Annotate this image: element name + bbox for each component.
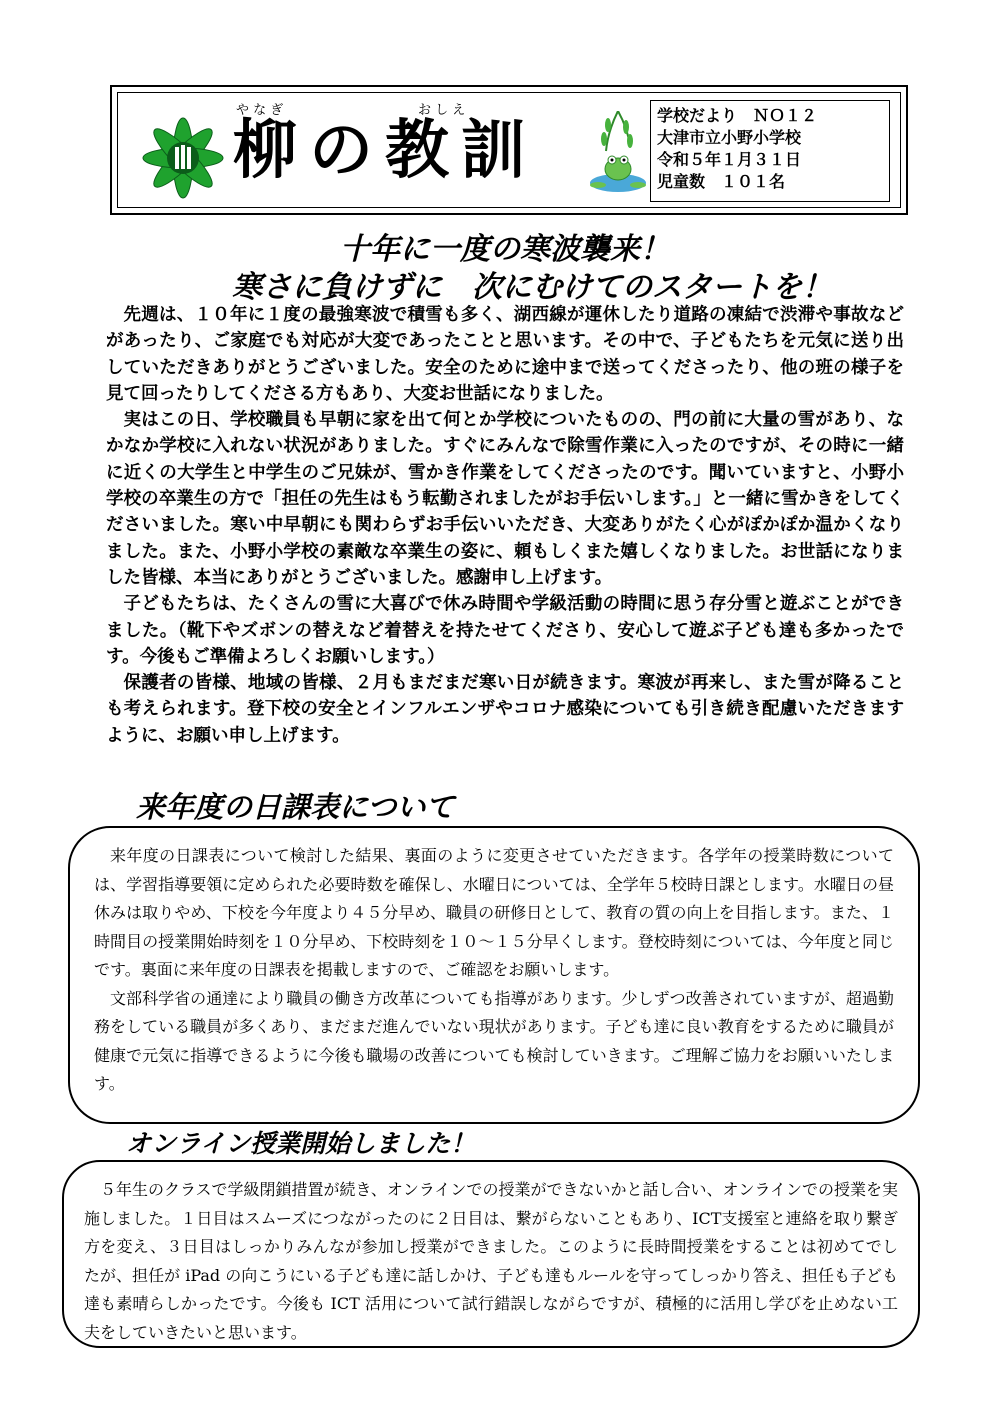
headline-line-2: 寒さに負けずに 次にむけてのスタートを！ xyxy=(232,270,832,305)
info-line-date: 令和５年１月３１日 xyxy=(657,150,802,169)
willow-logo-icon xyxy=(138,113,228,203)
main-article xyxy=(106,302,904,749)
online-text xyxy=(84,1176,898,1347)
issue-info-box xyxy=(650,100,890,202)
headline-line-1: 十年に一度の寒波襲来！ xyxy=(340,232,670,267)
newsletter-header xyxy=(110,85,908,215)
newsletter-title: 柳の教訓 xyxy=(233,114,537,188)
online-heading: オンライン授業開始しました！ xyxy=(126,1129,476,1158)
schedule-box xyxy=(68,826,920,1124)
online-paragraph: ５年生のクラスで学級閉鎖措置が続き、オンラインでの授業ができないかと話し合い、オンラインでの授業を実施しました。１日目はスムーズにつながったのに２日目は、繋がらないこともあり、ICT支援室と連絡を取り繋ぎ方を変え、３日目はしっかりみんなが参加し授業ができました。このように長時間授業をすることは初めてでしたが、担任が iPad の向こうにいる子ども達に話しかけ、子ども達もルールを守ってしっかり答え、担任も子ども達も素晴らしかったです。今後も ICT 活用について試行錯誤しながらですが、積極的に活用し学びを止めない工夫をしていきたいと思います。 xyxy=(84,1180,898,1342)
online-box xyxy=(62,1160,920,1348)
info-line-issue: 学校だより ＮＯ１２ xyxy=(657,106,818,125)
info-line-students: 児童数 １０１名 xyxy=(657,172,786,191)
ruby-oshie: お し え xyxy=(418,103,466,118)
article-paragraph: 先週は、１０年に１度の最強寒波で積雪も多く、湖西線が運休したり道路の凍結で渋滞や事故などがあったり、ご家庭でも対応が大変であったことと思います。その中で、子どもたちを元気に送り出していただきありがとうございました。安全のために途中まで送ってくださったり、他の班の様子を見て回ったりしてくださる方もあり、大変お世話になりました。 xyxy=(106,305,904,404)
article-paragraph: 子どもたちは、たくさんの雪に大喜びで休み時間や学級活動の時間に思う存分雪と遊ぶことができました。（靴下やズボンの替えなど着替えを持たせてくださり、安心して遊ぶ子ども達も多かったです。今後もご準備よろしくお願いします。） xyxy=(106,594,904,667)
article-paragraph: 保護者の皆様、地域の皆様、２月もまだまだ寒い日が続きます。寒波が再来し、また雪が降ることも考えられます。登下校の安全とインフルエンザやコロナ感染についても引き続き配慮いただきますように、お願い申し上げます。 xyxy=(106,673,904,746)
article-paragraph: 実はこの日、学校職員も早朝に家を出て何とか学校についたものの、門の前に大量の雪があり、なかなか学校に入れない状況がありました。すぐにみんなで除雪作業に入ったのですが、その時に一緒に近くの大学生と中学生のご兄妹が、雪かき作業をしてくださったのです。聞いていますと、小野小学校の卒業生の方で「担任の先生はもう転勤されましたがお手伝いします。」と一緒に雪かきをしてくださいました。寒い中早朝にも関わらずお手伝いいただき、大変ありがたく心がぽかぽか温かくなりました。また、小野小学校の素敵な卒業生の姿に、頼もしくまた嬉しくなりました。お世話になりました皆様、本当にありがとうございました。感謝申し上げます。 xyxy=(106,410,904,588)
info-line-school: 大津市立小野小学校 xyxy=(657,128,802,147)
frog-illustration-icon xyxy=(588,111,648,196)
schedule-text xyxy=(94,842,894,1099)
header-inner-frame xyxy=(117,92,901,208)
schedule-paragraph: 文部科学省の通達により職員の働き方改革についても指導があります。少しずつ改善されていますが、超過勤務をしている職員が多くあり、まだまだ進んでいない現状があります。子ども達に良い教育をするために職員が健康で元気に指導できるように今後も職場の改善についても検討していきます。ご理解ご協力をお願いいたします。 xyxy=(94,988,894,1093)
ruby-yanagi: や な ぎ xyxy=(236,103,284,118)
schedule-paragraph: 来年度の日課表について検討した結果、裏面のように変更させていただきます。各学年の授業時数については、学習指導要領に定められた必要時数を確保し、水曜日については、全学年５校時日課とします。水曜日の昼休みは取りやめ、下校を今年度より４５分早め、職員の研修日として、教育の質の向上を目指します。また、１時間目の授業開始時刻を１０分早め、下校時刻を１０～１５分早くします。登校時刻については、今年度と同じです。裏面に来年度の日課表を掲載しますので、ご確認をお願いします。 xyxy=(94,846,894,979)
schedule-heading: 来年度の日課表について xyxy=(136,790,455,824)
